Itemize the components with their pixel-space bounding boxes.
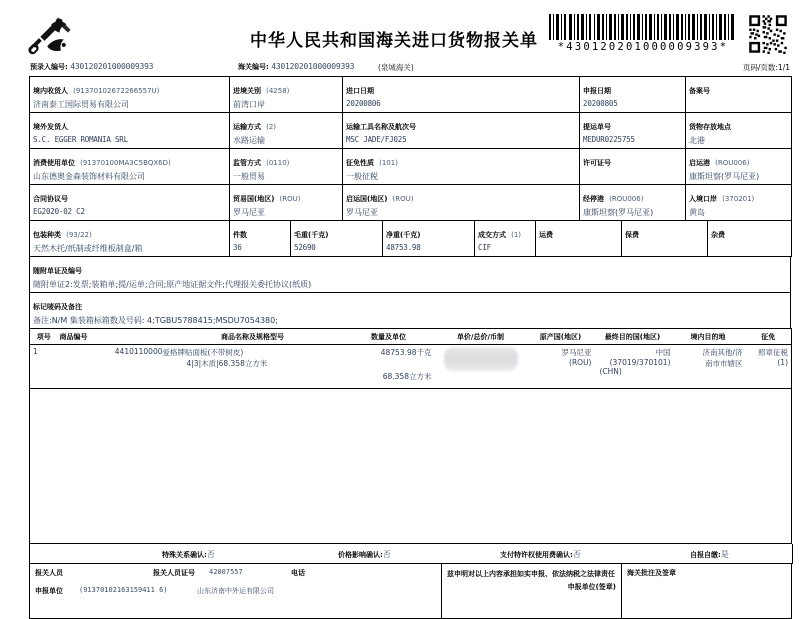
depart-country-label: 启运国(地区) — [346, 195, 388, 203]
col-goods-name: 商品名称及规格型号 — [163, 329, 343, 345]
field-net-weight — [383, 221, 475, 257]
package-type-code: (93/22) — [66, 231, 92, 239]
consumer-code: (91370100MA3C5BQX6D) — [80, 159, 171, 167]
col-domestic-dest: 境内目的地 — [671, 329, 746, 345]
transport-mode-value: 水路运输 — [233, 136, 266, 145]
entry-border-value: 黄岛 — [689, 208, 706, 217]
supervision-value: 一般贸易 — [233, 172, 266, 181]
customs-seal-block — [622, 564, 792, 619]
depart-country-value: 罗马尼亚 — [346, 208, 379, 217]
weights-row — [30, 221, 792, 257]
weights-charges-grid — [29, 220, 792, 257]
misc-label: 杂费 — [711, 231, 725, 239]
field-levy-nature — [343, 149, 580, 185]
field-gross-weight — [291, 221, 383, 257]
package-type-label: 包装种类 — [33, 231, 61, 239]
field-transit-port — [580, 185, 686, 221]
license-label: 许可证号 — [583, 159, 612, 167]
entry-customs-code: (4258) — [266, 87, 290, 95]
confirmation-strip — [29, 544, 793, 564]
customs-seal-label: 海关批注及签章 — [627, 569, 676, 577]
field-freight — [536, 221, 622, 257]
domestic-dest-value: 济南其他/济 — [702, 348, 743, 357]
col-final-dest-country: 最终目的国(地区) — [595, 329, 671, 345]
goods-table-header — [30, 329, 792, 345]
field-declare-date — [580, 77, 686, 113]
net-weight-value: 48753.98 — [386, 243, 421, 252]
domestic-dest-value-2: 南市市辖区 — [705, 359, 743, 368]
pre-entry-number — [30, 62, 153, 72]
field-row-4 — [30, 185, 792, 221]
goods-empty-cell — [30, 389, 792, 544]
goods-spec-value: 4|3|木质|68.358立方米 — [186, 359, 268, 368]
royalty-value: 否 — [572, 550, 581, 559]
field-license-no — [580, 149, 686, 185]
field-storage-location — [686, 113, 792, 149]
levy-label: 征免性质 — [346, 159, 375, 167]
declarant-block — [30, 564, 442, 619]
declare-unit-seal-note: 申报单位(签章) — [567, 583, 616, 592]
declare-unit-code: (91370102163159411 6) — [79, 586, 168, 594]
package-type-value: 天然木托/纸制或纤维板制盒/箱 — [33, 244, 143, 253]
page-title: 中华人民共和国海关进口货物报关单 — [250, 31, 538, 51]
col-quantity-unit: 数量及单位 — [343, 329, 435, 345]
depart-port-code: (ROU006) — [715, 159, 750, 167]
trade-terms-label: 成交方式 — [478, 231, 506, 239]
attached-docs-value: 随附单证2:发票;装箱单;提/运单;合同;原产地证据文件;代理报关委托协议(纸质) — [33, 280, 312, 289]
supervision-label: 监管方式 — [233, 159, 262, 167]
royalty-label: 支付特许权使用费确认: — [500, 551, 573, 559]
field-insurance — [622, 221, 708, 257]
price-influence-confirm — [338, 549, 391, 560]
field-pieces — [230, 221, 291, 257]
customs-no-label: 海关编号: — [238, 63, 269, 71]
transport-mode-code: (2) — [266, 123, 277, 131]
field-consumer-unit — [30, 149, 230, 185]
customs-no-value: 430120201000009393 — [271, 62, 355, 71]
line-no-value: 1 — [33, 347, 38, 356]
consignor-label: 境外发货人 — [33, 123, 68, 131]
consumer-label: 消费使用单位 — [33, 159, 75, 167]
phone-label: 电话 — [291, 569, 305, 577]
field-attached-docs — [30, 257, 791, 293]
price-influence-label: 价格影响确认: — [338, 551, 383, 559]
trade-terms-code: (1) — [511, 231, 522, 239]
goods-name-value: 爱格牌贴面板(不带树皮) — [162, 348, 244, 357]
entry-border-label: 入境口岸 — [689, 195, 718, 203]
self-declare-value: 是 — [720, 550, 729, 559]
col-hs-code: 商品编号 — [58, 329, 163, 345]
self-declare-label: 自报自缴: — [690, 551, 721, 559]
field-consignor — [30, 113, 230, 149]
col-price-currency: 单价/总价/币制 — [435, 329, 527, 345]
responsibility-note: 兹申明对以上内容承担如实申报、依法纳税之法律责任 — [447, 570, 615, 578]
cell-domestic-dest — [671, 345, 746, 389]
freight-label: 运费 — [539, 231, 553, 239]
col-origin-country: 原产国(地区) — [527, 329, 595, 345]
field-departure-port — [686, 149, 792, 185]
import-date-value: 20200806 — [346, 99, 381, 108]
contract-label: 合同协议号 — [33, 195, 68, 203]
price-influence-value: 否 — [382, 550, 391, 559]
declaration-field-grid — [29, 76, 792, 221]
barcode-number: *430120201000009393* — [557, 41, 729, 53]
customs-number — [238, 62, 354, 72]
consumer-value: 山东德奥金森装饰材料有限公司 — [33, 172, 145, 181]
quantity-primary-value: 48753.98千克 — [380, 348, 432, 357]
declare-date-label: 申报日期 — [583, 87, 612, 95]
declare-date-value: 20200805 — [583, 99, 618, 108]
dest-country-code: (CHN) — [599, 367, 622, 376]
special-relation-value: 否 — [206, 550, 215, 559]
special-relation-label: 特殊关系确认: — [162, 551, 207, 559]
footer-row — [30, 564, 792, 619]
customs-office: (泉城海关) — [378, 63, 414, 72]
supervision-code: (0110) — [266, 159, 290, 167]
cell-line-no — [30, 345, 58, 389]
pre-entry-value: 430120201000009393 — [70, 62, 154, 71]
bill-no-label: 提运单号 — [583, 123, 612, 131]
depart-country-code: (ROU) — [392, 195, 414, 203]
transit-port-value: 康斯坦察(罗马尼亚) — [583, 208, 654, 217]
field-record-no — [686, 77, 792, 113]
table-row — [30, 345, 792, 389]
royalty-confirm — [500, 549, 581, 560]
exemption-value: 照章征税 — [758, 348, 788, 357]
field-contract-no — [30, 185, 230, 221]
hs-code-value: 4410110000 — [114, 347, 163, 356]
pieces-label: 件数 — [233, 231, 247, 239]
storage-value: 北港 — [689, 136, 706, 145]
field-transport-mode — [230, 113, 343, 149]
transit-port-code: (ROU006) — [609, 195, 644, 203]
consignee-value: 济南泰工国际贸易有限公司 — [33, 100, 129, 109]
declare-unit-line — [35, 586, 436, 599]
field-package-type — [30, 221, 230, 257]
field-vessel — [343, 113, 580, 149]
dest-country-value: 中国 (37019/370101) — [609, 348, 671, 367]
attached-docs-label: 随附单证及编号 — [33, 267, 82, 275]
field-row-2 — [30, 113, 792, 149]
field-marks-remarks — [30, 293, 791, 329]
field-supervision-mode — [230, 149, 343, 185]
cell-goods-name — [163, 345, 343, 389]
field-misc-charges — [708, 221, 792, 257]
qr-code-icon — [748, 14, 788, 54]
field-trade-country — [230, 185, 343, 221]
depart-port-label: 启运港 — [689, 159, 711, 167]
cell-quantity — [343, 345, 435, 389]
trade-terms-value: CIF — [478, 243, 491, 252]
marks-remarks-row — [30, 293, 791, 329]
gross-weight-label: 毛重(千克) — [294, 231, 329, 239]
net-weight-label: 净重(千克) — [386, 231, 421, 239]
consignor-value: S.C. EGGER ROMANIA SRL — [33, 135, 128, 144]
marks-value: 备注:N/M 集装箱标箱数及号码: 4;TGBU5788415;MSDU7054380; — [33, 316, 278, 325]
import-date-label: 进口日期 — [346, 87, 375, 95]
depart-port-value: 康斯坦察(罗马尼亚) — [689, 172, 760, 181]
transport-mode-label: 运输方式 — [233, 123, 262, 131]
contract-value: EG2020-02 C2 — [33, 207, 85, 216]
trade-country-label: 贸易国(地区) — [233, 195, 275, 203]
cell-origin-country — [527, 345, 595, 389]
pre-entry-label: 预录入编号: — [30, 63, 68, 71]
insurance-label: 保费 — [625, 231, 639, 239]
levy-value: 一般征税 — [346, 172, 379, 181]
origin-country-code: (ROU) — [569, 358, 592, 367]
levy-code: (101) — [379, 159, 398, 167]
footer-grid — [29, 563, 792, 619]
goods-table-empty-area — [30, 389, 792, 544]
pre-entry-line — [0, 62, 800, 76]
cell-exemption — [746, 345, 792, 389]
consignee-code: (91370102672266557U) — [73, 87, 160, 95]
cell-price — [435, 345, 527, 389]
responsibility-block — [442, 564, 622, 619]
declare-unit-value: 山东济南中外运有限公司 — [197, 587, 274, 595]
gross-weight-value: 52690 — [294, 243, 316, 252]
attached-docs-row — [30, 257, 791, 293]
goods-table — [29, 328, 792, 544]
col-exemption: 征免 — [746, 329, 792, 345]
bill-no-value: MEDUR0225755 — [583, 135, 635, 144]
field-row-1 — [30, 77, 792, 113]
record-no-label: 备案号 — [689, 87, 711, 95]
price-redaction-overlay — [444, 347, 518, 371]
field-departure-country — [343, 185, 580, 221]
exemption-code: (1) — [777, 358, 788, 367]
entry-customs-label: 进境关别 — [233, 87, 262, 95]
vessel-label: 运输工具名称及航次号 — [346, 123, 417, 131]
docs-remarks-grid — [29, 256, 791, 329]
pieces-value: 36 — [233, 243, 242, 252]
field-consignee — [30, 77, 230, 113]
vessel-value: MSC JADE/FJ025 — [346, 135, 407, 144]
trade-country-value: 罗马尼亚 — [233, 208, 266, 217]
barcode — [548, 14, 738, 53]
special-relation-confirm — [162, 549, 215, 560]
self-declare-confirm — [690, 549, 729, 560]
quantity-secondary-value: 68.358立方米 — [382, 372, 432, 381]
declare-unit-label: 申报单位 — [35, 587, 63, 595]
origin-country-value: 罗马尼亚 — [561, 348, 592, 357]
officer-cert-value: 42007557 — [209, 568, 243, 576]
barcode-icon — [548, 14, 736, 40]
col-line-no: 项号 — [30, 329, 58, 345]
officer-label: 报关人员 — [35, 569, 63, 577]
page-number: 页码/页数:1/1 — [742, 63, 790, 72]
field-trade-terms — [475, 221, 536, 257]
cell-final-dest — [595, 345, 671, 389]
entry-border-code: (370201) — [722, 195, 755, 203]
field-import-date — [343, 77, 580, 113]
storage-label: 货物存放地点 — [689, 123, 732, 131]
field-entry-border-port — [686, 185, 792, 221]
consignee-label: 境内收货人 — [33, 87, 68, 95]
trade-country-code: (ROU) — [279, 195, 301, 203]
field-row-3 — [30, 149, 792, 185]
entry-customs-value: 前湾口岸 — [233, 100, 266, 109]
transit-port-label: 经停港 — [583, 195, 605, 203]
field-entry-port — [230, 77, 343, 113]
customs-emblem-icon — [28, 16, 72, 56]
marks-label: 标记唛码及备注 — [33, 303, 82, 311]
cell-hs-code — [58, 345, 163, 389]
field-bill-no — [580, 113, 686, 149]
officer-cert-label: 报关人员证号 — [153, 569, 195, 577]
declarant-line — [35, 568, 436, 581]
